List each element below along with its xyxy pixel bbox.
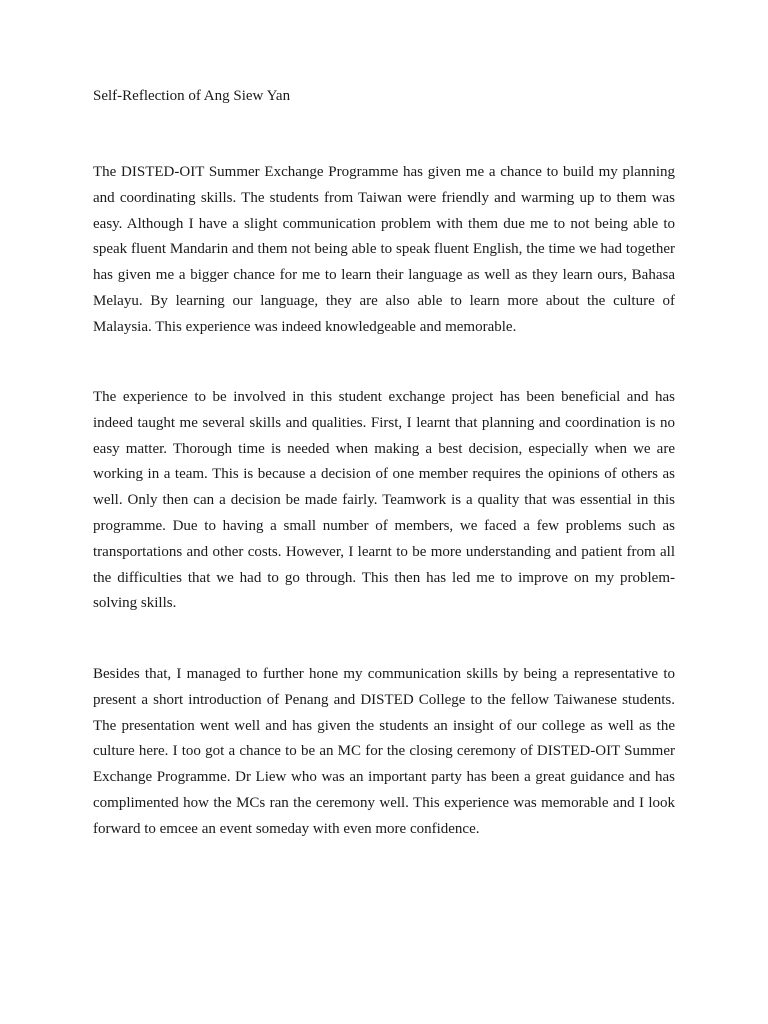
document-title: Self-Reflection of Ang Siew Yan xyxy=(93,88,291,104)
paragraph-1: The DISTED-OIT Summer Exchange Programme has given me a chance to build my planning and coordinating skills. The students from Taiwan were friendly and warming up to them was easy. Although I have a slight communication problem with them due me to not being able to speak fluent Mandarin and them not being able to speak fluent English, the time we had together has given me a bigger chance for me to learn their language as well as they learn ours, Bahasa Melayu. By learning our language, they are also able to learn more about the culture of Malaysia. This experience was indeed knowledgeable and memorable. xyxy=(93,164,675,335)
paragraph-2: The experience to be involved in this student exchange project has been beneficial and has indeed taught me several skills and qualities. First, I learnt that planning and coordination is no easy matter. Thorough time is needed when making a best decision, especially when we are working in a team. This is because a decision of one member requires the opinions of others as well. Only then can a decision be made fairly. Teamwork is a quality that was essential in this programme. Due to having a small number of members, we faced a few problems such as transportations and other costs. However, I learnt to be more understanding and patient from all the difficulties that we had to go through. This then has led me to improve on my problem-solving skills. xyxy=(93,389,675,612)
paragraph-3: Besides that, I managed to further hone my communication skills by being a representative to present a short introduction of Penang and DISTED College to the fellow Taiwanese students. The presentation went well and has given the students an insight of our college as well as the culture here. I too got a chance to be an MC for the closing ceremony of DISTED-OIT Summer Exchange Programme. Dr Liew who was an important party has been a great guidance and has complimented how the MCs ran the ceremony well. This experience was memorable and I look forward to emcee an event someday with even more confidence. xyxy=(93,666,675,837)
